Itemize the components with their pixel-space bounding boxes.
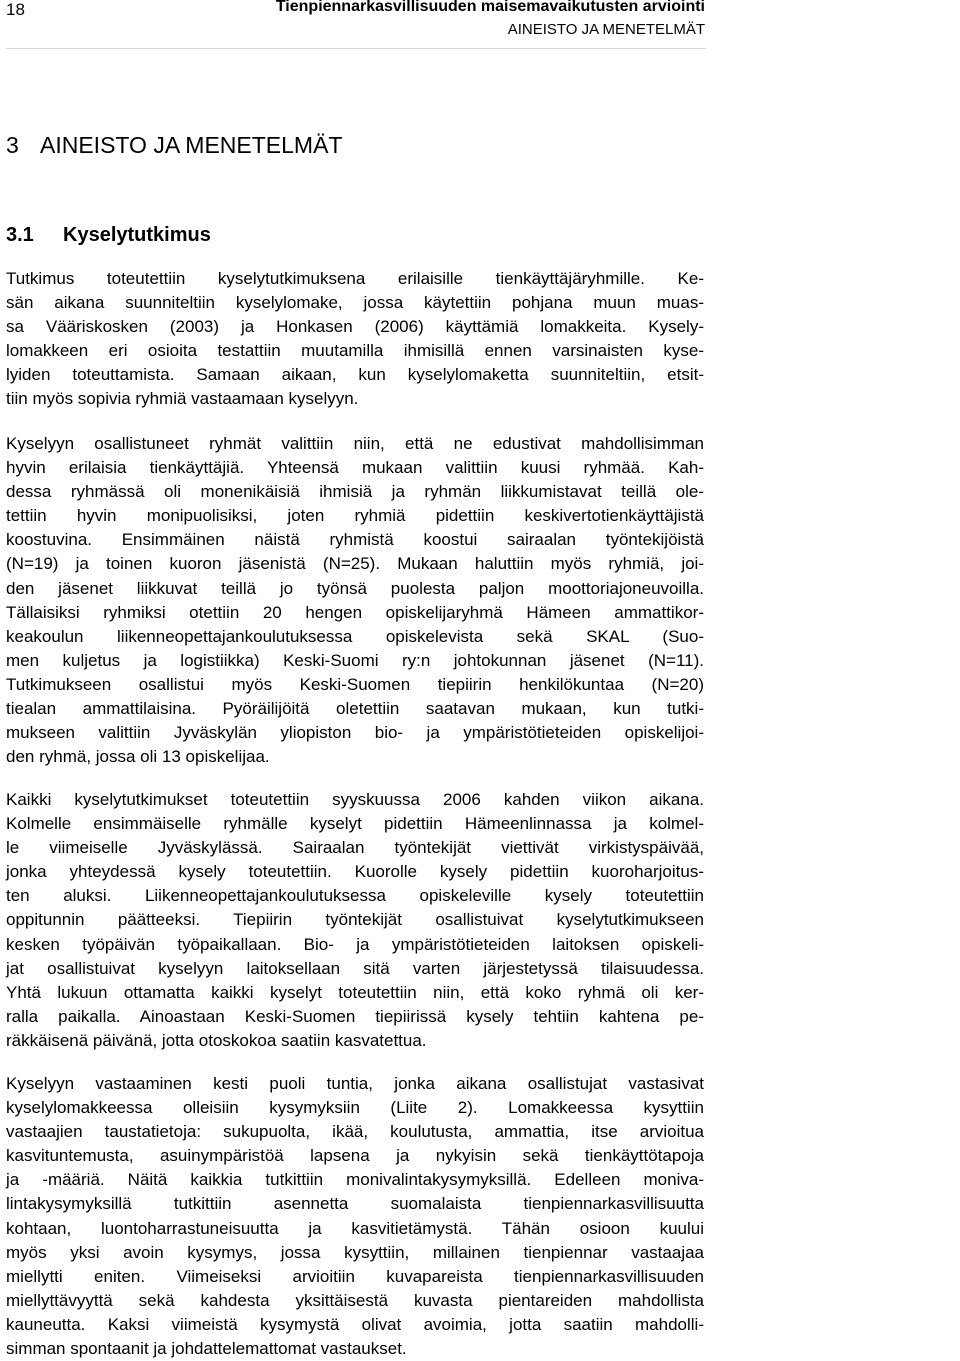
running-subtitle: AINEISTO JA MENETELMÄT <box>507 21 705 38</box>
text-line: den jäsenet liikkuvat teillä jo työnsä puolesta paljon moottoriajoneuvoilla. <box>6 578 704 598</box>
text-line: kyselylomakkeessa olleisiin kysymyksiin (Liite 2). Lomakkeessa kysyttiin <box>6 1098 704 1118</box>
text-line: myös yksi avoin kysymys, jossa kysyttiin, millainen tienpiennar vastaajaa <box>6 1242 704 1262</box>
text-line: lyiden toteuttamista. Samaan aikaan, kun kyselylomaketta suunniteltiin, etsit- <box>6 365 704 385</box>
text-line: keakoulun liikenneopettajankoulutuksessa opiskelevista sekä SKAL (Suo- <box>6 626 704 646</box>
text-line: Tällaisiksi ryhmiksi otettiin 20 hengen opiskelijaryhmä Hämeen ammattikor- <box>6 602 704 622</box>
text-line: Tutkimukseen osallistui myös Keski-Suomen tiepiirin henkilökuntaa (N=20) <box>6 674 704 694</box>
text-line: miellytti eniten. Viimeiseksi arvioitiin kuvapareista tienpiennarkasvillisuuden <box>6 1266 704 1286</box>
section-heading <box>6 131 342 159</box>
text-line: Kyselyyn vastaaminen kesti puoli tuntia, jonka aikana osallistujat vastasivat <box>6 1074 704 1093</box>
running-title: Tienpiennarkasvillisuuden maisemavaikutusten arviointi <box>275 0 705 15</box>
text-line: (N=19) ja toinen kuoron jäsenistä (N=25). Mukaan haluttiin myös ryhmiä, joi- <box>6 554 704 574</box>
text-line: ja -määriä. Näitä kaikkia tutkittiin monivalintakysymyksillä. Edelleen moniva- <box>6 1170 704 1190</box>
text-line: kohtaan, luontoharrastuneisuutta ja kasvitietämystä. Tähän osioon kuului <box>6 1218 704 1238</box>
text-line: sa Vääriskosken (2003) ja Honkasen (2006) käyttämiä lomakkeita. Kysely- <box>6 317 704 337</box>
paragraph-4 <box>6 1072 704 1361</box>
text-line: Tutkimus toteutettiin kyselytutkimuksena erilaisille tienkäyttäjäryhmille. Ke- <box>6 269 704 288</box>
text-line: kasvituntemusta, asuinympäristöä lapsena ja nykyisin sekä tienkäyttötapoja <box>6 1146 704 1166</box>
text-line: oppitunnin päätteeksi. Tiepiirin työntekijät osallistuivat kyselytutkimukseen <box>6 910 704 930</box>
header-divider <box>6 48 706 49</box>
paragraph-3 <box>6 788 704 1053</box>
text-line: Kolmelle ensimmäiselle ryhmälle kyselyt pidettiin Hämeenlinnassa ja kolmel- <box>6 814 704 834</box>
text-line: dessa ryhmässä oli monenikäisiä ihmisiä ja ryhmän liikkumistavat teillä ole- <box>6 482 704 502</box>
text-line: tiealan ammattilaisina. Pyöräilijöitä oletettiin saatavan mukaan, kun tutki- <box>6 699 704 719</box>
text-line: miellyttävyyttä sekä kahdesta yksittäisestä kuvasta pientareiden mahdollista <box>6 1290 704 1310</box>
text-line: men kuljetus ja logistiikka) Keski-Suomi ry:n johtokunnan jäsenet (N=11). <box>6 650 704 670</box>
text-line: kesken työpäivän työpaikallaan. Bio- ja ympäristötieteiden laitoksen opiskeli- <box>6 934 704 954</box>
text-line: simman spontaanit ja johdattelemattomat vastaukset. <box>6 1339 407 1359</box>
text-line: Kaikki kyselytutkimukset toteutettiin syyskuussa 2006 kahden viikon aikana. <box>6 790 704 809</box>
text-line: jonka yhteydessä kysely toteutettiin. Kuorolle kysely pidettiin kuoroharjoitus- <box>6 862 704 882</box>
text-line: lomakkeen eri osioita testattiin muutamilla ihmisillä ennen varsinaisten kyse- <box>6 341 704 361</box>
text-line: tiin myös sopivia ryhmiä vastaamaan kyselyyn. <box>6 389 359 409</box>
text-line: kauneutta. Kaksi viimeistä kysymystä olivat avoimia, jotta saatiin mahdolli- <box>6 1314 704 1334</box>
paragraph-2 <box>6 432 704 769</box>
text-line: hyvin erilaisia tienkäyttäjiä. Yhteensä mukaan valittiin kuusi ryhmää. Kah- <box>6 458 704 478</box>
text-line: vastaajien taustatietoja: sukupuolta, ikää, koulutusta, ammattia, itse arvioitua <box>6 1122 704 1142</box>
text-line: le viimeiselle Jyväskylässä. Sairaalan työntekijät viettivät virkistyspäivää, <box>6 838 704 858</box>
text-line: koostuvina. Ensimmäinen näistä ryhmistä koostui sairaalan työntekijöistä <box>6 530 704 550</box>
text-line: ten aluksi. Liikenneopettajankoulutuksessa opiskeleville kysely toteutettiin <box>6 886 704 906</box>
text-line: den ryhmä, jossa oli 13 opiskelijaa. <box>6 747 270 767</box>
subsection-number: 3.1 <box>6 224 34 246</box>
section-title: AINEISTO JA MENETELMÄT <box>40 132 343 158</box>
text-line: Yhtä lukuun ottamatta kaikki kyselyt toteutettiin niin, että koko ryhmä oli ker- <box>6 982 704 1002</box>
text-line: lintakysymyksillä tutkittiin asennetta suomalaista tienpiennarkasvillisuutta <box>6 1194 704 1214</box>
section-number: 3 <box>6 132 19 158</box>
text-line: sän aikana suunniteltiin kyselylomake, jossa käytettiin pohjana muun muas- <box>6 293 704 313</box>
paragraph-1 <box>6 267 704 412</box>
text-line: jat osallistuivat kyselyyn laitoksellaan sitä varten järjestetyssä tilaisuudessa. <box>6 958 704 978</box>
subsection-title: Kyselytutkimus <box>63 224 211 246</box>
subsection-heading <box>6 223 211 247</box>
text-line: räkkäisenä päivänä, jotta otoskokoa saatiin kasvatettua. <box>6 1030 427 1050</box>
page-header <box>0 0 960 48</box>
text-line: tettiin hyvin monipuolisiksi, joten ryhmiä pidettiin keskivertotienkäyttäjistä <box>6 506 704 526</box>
page-number: 18 <box>6 0 25 19</box>
text-line: mukseen valittiin Jyväskylän yliopiston bio- ja ympäristötieteiden opiskelijoi- <box>6 723 704 743</box>
text-line: Kyselyyn osallistuneet ryhmät valittiin niin, että ne edustivat mahdollisimman <box>6 434 704 453</box>
text-line: ralla paikalla. Ainoastaan Keski-Suomen tiepiirissä kysely tehtiin kahtena pe- <box>6 1006 704 1026</box>
